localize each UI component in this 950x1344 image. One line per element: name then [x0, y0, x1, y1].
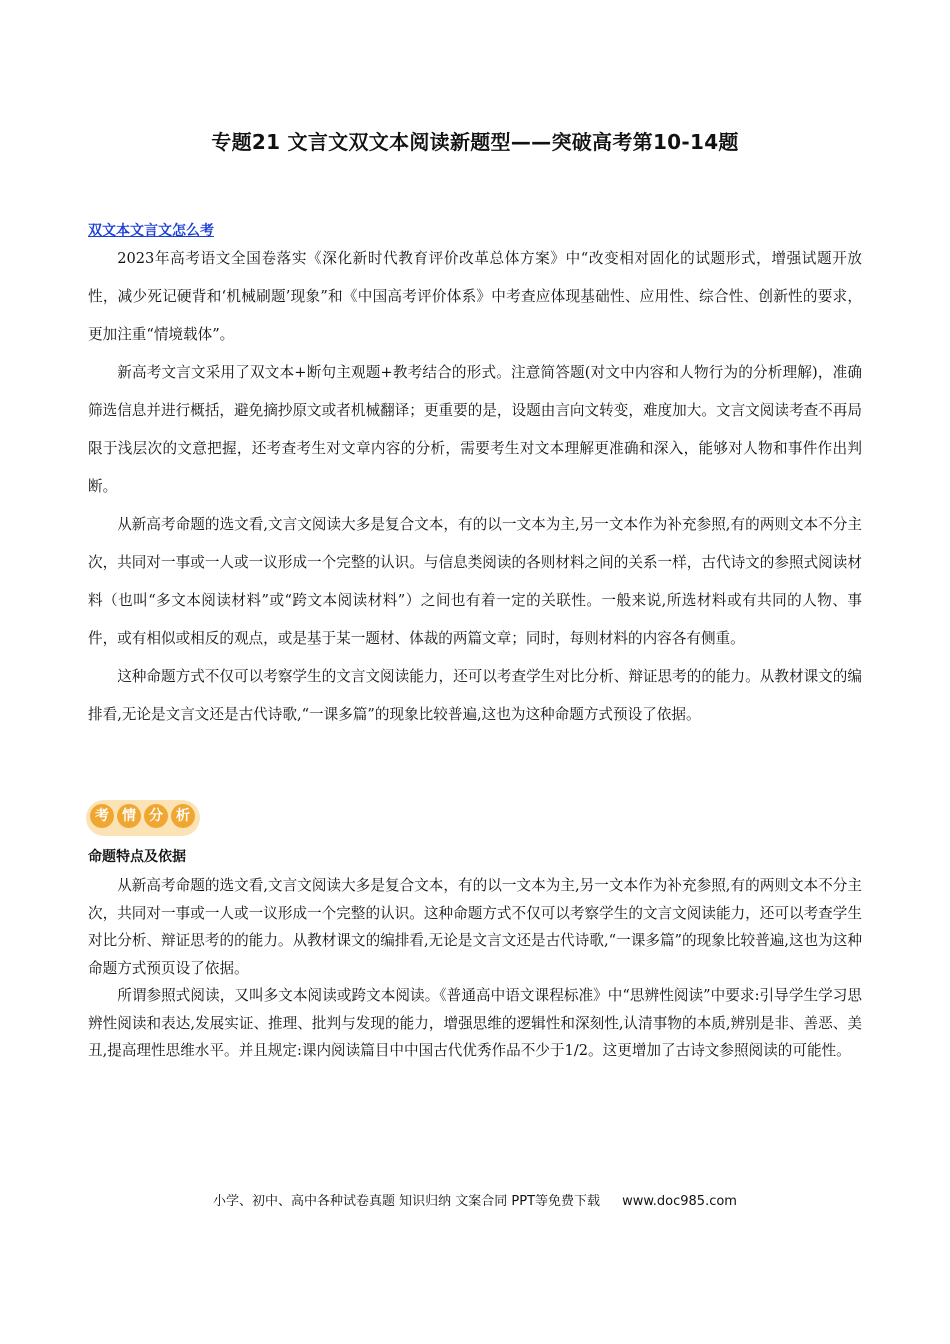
section1-body	[88, 240, 862, 734]
section2-heading: 命题特点及依据	[88, 849, 186, 865]
footer-text: 小学、初中、高中各种试卷真题 知识归纳 文案合同 PPT等免费下载	[213, 1194, 601, 1209]
section1-link[interactable]: 双文本文言文怎么考	[88, 223, 214, 239]
badge-char: 分	[144, 804, 168, 828]
paragraph: 所谓参照式阅读，又叫多文本阅读或跨文本阅读。《普通高中语文课程标准》中“思辨性阅读”中要求:引导学生学习思辨性阅读和表达,发展实证、推理、批判与发现的能力，增强思维的逻辑性和深刻性,认清事物的本质,辨别是非、善恶、美丑,提高理性思维水平。并且规定:课内阅读篇目中中国古代优秀作品不少于1/2。这更增加了古诗文参照阅读的可能性。	[88, 987, 862, 1059]
paragraph: 2023年高考语文全国卷落实《深化新时代教育评价改革总体方案》中“改变相对固化的试题形式，增强试题开放性，减少死记硬背和‘机械刷题’现象”和《中国高考评价体系》中考查应体现基础性、应用性、综合性、创新性的要求，更加注重“情境载体”。	[88, 250, 862, 343]
section2-body	[88, 872, 862, 1065]
paragraph: 新高考文言文采用了双文本+断句主观题+教考结合的形式。注意简答题(对文中内容和人物行为的分析理解)，准确筛选信息并进行概括，避免摘抄原文或者机械翻译；更重要的是，设题由言向文转变，难度加大。文言文阅读考查不再局限于浅层次的文意把握，还考查考生对文章内容的分析，需要考生对文本理解更准确和深入，能够对人物和事件作出判断。	[88, 364, 862, 495]
paragraph: 从新高考命题的选文看,文言文阅读大多是复合文本，有的以一文本为主,另一文本作为补充参照,有的两则文本不分主次，共同对一事或一人或一议形成一个完整的认识。这种命题方式不仅可以考察学生的文言文阅读能力，还可以考查学生对比分析、辩证思考的的能力。从教材课文的编排看,无论是文言文还是古代诗歌,“一课多篇”的现象比较普遍,这也为这种命题方式预页设了依据。	[88, 877, 862, 977]
badge-char: 情	[117, 804, 141, 828]
footer-site-link[interactable]: www.doc985.com	[622, 1194, 737, 1209]
badge-char: 考	[90, 804, 114, 828]
page-title: 专题21 文言文双文本阅读新题型——突破高考第10-14题	[211, 130, 739, 154]
paragraph: 从新高考命题的选文看,文言文阅读大多是复合文本，有的以一文本为主,另一文本作为补充参照,有的两则文本不分主次，共同对一事或一人或一议形成一个完整的认识。与信息类阅读的各则材料之间的关系一样，古代诗文的参照式阅读材料（也叫“多文本阅读材料”或“跨文本阅读材料”）之间也有着一定的关联性。一般来说,所选材料或有共同的人物、事件，或有相似或相反的观点，或是基于某一题材、体裁的两篇文章；同时，每则材料的内容各有侧重。	[88, 516, 862, 647]
badge-char: 析	[171, 804, 195, 828]
page-footer	[0, 1190, 950, 1209]
analysis-badge	[86, 800, 200, 836]
paragraph: 这种命题方式不仅可以考察学生的文言文阅读能力，还可以考查学生对比分析、辩证思考的的能力。从教材课文的编排看,无论是文言文还是古代诗歌,“一课多篇”的现象比较普遍,这也为这种命题方式预设了依据。	[88, 668, 862, 723]
